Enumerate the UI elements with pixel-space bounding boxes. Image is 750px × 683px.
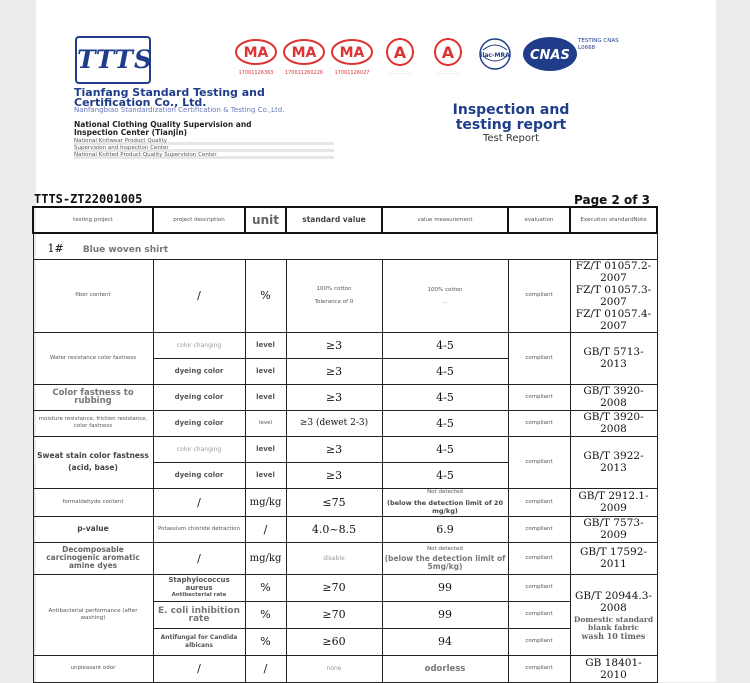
- cnas-side-text: TESTING CNAS L0668: [578, 38, 619, 51]
- odor-eval: compliant: [508, 655, 570, 682]
- ma-seal-2-mark: MA: [291, 45, 317, 61]
- fiber-std-2: Tolerance of 0: [314, 298, 354, 305]
- sample-cell: [33, 233, 657, 259]
- rubbing-eval: compliant: [508, 384, 570, 410]
- odor-exec: GB 18401-2010: [570, 655, 657, 682]
- water-val-1: 4-5: [382, 332, 508, 358]
- ilac-mra-mark: ilac-MRA: [480, 52, 510, 59]
- antibac-desc-3: Antifungal for Candida albicans: [153, 628, 245, 655]
- water-unit-2: level: [245, 358, 286, 384]
- formaldehyde-val-2: (below the detection limit of 20 mg/kg): [387, 499, 503, 515]
- sweat-item-2: (acid, base): [68, 463, 118, 472]
- antibac-exec-std: GB/T 20944.3-2008: [575, 589, 652, 614]
- amine-eval: compliant: [508, 542, 570, 574]
- ph-unit: /: [245, 516, 286, 542]
- ph-val: 6.9: [382, 516, 508, 542]
- water-exec: GB/T 5713-2013: [570, 332, 657, 384]
- ma-seal-3-icon: [332, 40, 372, 76]
- odor-item: unpleasant odor: [33, 655, 153, 682]
- moisture-unit: level: [245, 410, 286, 436]
- antibac-exec-note-1: Domestic standard blank fabric: [573, 614, 654, 632]
- ph-std: 4.0~8.5: [286, 516, 382, 542]
- antibac-std-1: ≥70: [286, 574, 382, 601]
- amine-desc: /: [153, 542, 245, 574]
- antibac-exec-note-2: wash 10 times: [581, 630, 646, 641]
- report-number: TTTS-ZT22001005: [34, 192, 143, 206]
- fiber-std: [286, 259, 382, 332]
- table-row: [33, 410, 657, 436]
- ma-seal-1-mark: MA: [243, 45, 269, 61]
- sample-number: 1#: [47, 241, 64, 255]
- header-row: [33, 207, 657, 233]
- water-item: Water resistance color fastness: [33, 332, 153, 384]
- antibac-val-1: 99: [382, 574, 508, 601]
- amine-exec: GB/T 17592-2011: [570, 542, 657, 574]
- sweat-val-2: 4-5: [382, 462, 508, 488]
- amine-val-1: Not detected: [427, 545, 463, 552]
- moisture-val: 4-5: [382, 410, 508, 436]
- antibac-desc-2: E. coli inhibition rate: [153, 601, 245, 628]
- fiber-exec-1: FZ/T 01057.2-2007: [575, 259, 652, 284]
- report-subtitle: Test Report: [482, 133, 540, 144]
- svg-text:. . . . . . .: . . . . . . .: [389, 70, 411, 76]
- center-alt-line-3: National Knitted Product Quality Supervision Center: [74, 152, 217, 158]
- formaldehyde-eval: compliant: [508, 488, 570, 516]
- table-row: [33, 516, 657, 542]
- sweat-eval: compliant: [508, 436, 570, 488]
- test-results-table: [32, 206, 658, 683]
- center-alt-line-2: Supervision and Inspection Center: [74, 145, 169, 151]
- company-name: Tianfang Standard Testing and Certification Co., Ltd.: [74, 86, 265, 109]
- water-desc-2: dyeing color: [153, 358, 245, 384]
- odor-std: none: [286, 655, 382, 682]
- moisture-std: ≥3 (dewet 2-3): [286, 410, 382, 436]
- fiber-val-1: 100% cotton: [427, 286, 463, 293]
- header-project: testing project: [33, 207, 153, 233]
- fiber-std-1: 100% cotton: [316, 285, 352, 292]
- moisture-exec: GB/T 3920-2008: [570, 410, 657, 436]
- ma-seal-2-icon: [284, 40, 324, 76]
- antibac-eval-2: compliant: [508, 601, 570, 628]
- sweat-item-1: Sweat stain color fastness: [37, 451, 149, 460]
- fiber-exec: [570, 259, 657, 332]
- ph-exec: GB/T 7573-2009: [570, 516, 657, 542]
- header-evaluation: evaluation: [508, 207, 570, 233]
- moisture-item: moisture resistance, friction resistance, color fastness: [33, 410, 153, 436]
- table-row: [33, 574, 657, 601]
- formaldehyde-exec: GB/T 2912.1-2009: [570, 488, 657, 516]
- water-unit-1: level: [245, 332, 286, 358]
- odor-unit: /: [245, 655, 286, 682]
- sweat-desc-1: color changing: [153, 436, 245, 462]
- formaldehyde-std: ≤75: [286, 488, 382, 516]
- moisture-eval: compliant: [508, 410, 570, 436]
- water-eval: compliant: [508, 332, 570, 384]
- header-execution: Execution standardNote: [570, 207, 657, 233]
- fiber-unit: %: [245, 259, 286, 332]
- rubbing-desc: dyeing color: [153, 384, 245, 410]
- cal-seal-1-icon: [387, 39, 413, 76]
- table-row: [33, 332, 657, 358]
- cal-seal-2-mark: A: [441, 43, 455, 62]
- sweat-unit-1: level: [245, 436, 286, 462]
- formaldehyde-item: formaldehyde content: [33, 488, 153, 516]
- sweat-unit-2: level: [245, 462, 286, 488]
- rubbing-exec: GB/T 3920-2008: [570, 384, 657, 410]
- moisture-desc: dyeing color: [153, 410, 245, 436]
- rubbing-std: ≥3: [286, 384, 382, 410]
- center-name: National Clothing Quality Supervision and Inspection Center (Tianjin): [74, 120, 252, 137]
- ma-seal-1-icon: [236, 40, 276, 76]
- antibac-unit-3: %: [245, 628, 286, 655]
- antibac-item: Antibacterial performance (after washing): [33, 574, 153, 655]
- ph-desc: Potassium chloride detraction: [153, 516, 245, 542]
- sweat-val-1: 4-5: [382, 436, 508, 462]
- header-unit: unit: [245, 207, 286, 233]
- ilac-mra-icon: [480, 39, 510, 69]
- antibac-desc-1b: Antibacterial rate: [171, 592, 227, 598]
- table-row: [33, 542, 657, 574]
- formaldehyde-desc: /: [153, 488, 245, 516]
- sweat-desc-2: dyeing color: [153, 462, 245, 488]
- antibac-desc-1a: Staphylococcus aureus: [168, 576, 230, 592]
- table-row: [33, 655, 657, 682]
- accreditation-seals: [234, 38, 534, 82]
- water-std-1: ≥3: [286, 332, 382, 358]
- ph-eval: compliant: [508, 516, 570, 542]
- svg-text:. . . . . . .: . . . . . . .: [437, 70, 459, 76]
- sweat-std-2: ≥3: [286, 462, 382, 488]
- amine-unit: mg/kg: [245, 542, 286, 574]
- fiber-val: [382, 259, 508, 332]
- antibac-std-2: ≥70: [286, 601, 382, 628]
- antibac-unit-2: %: [245, 601, 286, 628]
- cal-seal-1-mark: A: [393, 43, 407, 62]
- antibac-std-3: ≥60: [286, 628, 382, 655]
- rubbing-item: Color fastness to rubbing: [33, 384, 153, 410]
- table-row: [33, 384, 657, 410]
- antibac-val-2: 99: [382, 601, 508, 628]
- ma-seal-1-code: 17001126363: [238, 70, 274, 76]
- header-measured: value measurement: [382, 207, 508, 233]
- antibac-exec: [570, 574, 657, 655]
- ph-item: p-value: [33, 516, 153, 542]
- rubbing-val: 4-5: [382, 384, 508, 410]
- antibac-val-3: 94: [382, 628, 508, 655]
- sample-row: [33, 233, 657, 259]
- fiber-exec-3: FZ/T 01057.4-2007: [575, 307, 652, 332]
- amine-val-2: (below the detection limit of 5mg/kg): [384, 553, 506, 571]
- fiber-eval: compliant: [508, 259, 570, 332]
- antibac-unit-1: %: [245, 574, 286, 601]
- amine-std: disable: [286, 542, 382, 574]
- company-name-alt: Nanfangbiao Standardization Certification & Testing Co.,Ltd.: [74, 106, 285, 114]
- cal-seal-2-icon: [435, 39, 461, 76]
- ma-seal-2-code: 170011260226: [284, 70, 324, 76]
- center-name-alt: [74, 138, 334, 159]
- cnas-mark: CNAS: [530, 48, 570, 63]
- table-row: [33, 436, 657, 462]
- table-row: [33, 259, 657, 332]
- formaldehyde-val-1: Not detected: [427, 489, 463, 495]
- odor-desc: /: [153, 655, 245, 682]
- sample-name: Blue woven shirt: [82, 244, 169, 255]
- amine-val: [382, 542, 508, 574]
- header-standard-value: standard value: [286, 207, 382, 233]
- fiber-item: fiber content: [33, 259, 153, 332]
- report-title: Inspection and testing report: [452, 102, 570, 133]
- center-alt-line-1: National Knitwear Product Quality: [74, 138, 167, 144]
- ttts-logo: TTTS: [75, 36, 151, 84]
- formaldehyde-unit: mg/kg: [245, 488, 286, 516]
- fiber-val-2: ...: [442, 297, 448, 305]
- header-description: project description: [153, 207, 245, 233]
- antibac-eval-3: compliant: [508, 628, 570, 655]
- rubbing-unit: level: [245, 384, 286, 410]
- water-std-2: ≥3: [286, 358, 382, 384]
- formaldehyde-val: [382, 488, 508, 516]
- ma-seal-3-mark: MA: [339, 45, 365, 61]
- sweat-item: [33, 436, 153, 488]
- water-val-2: 4-5: [382, 358, 508, 384]
- sweat-exec: GB/T 3922-2013: [570, 436, 657, 488]
- odor-val: odorless: [382, 655, 508, 682]
- amine-item: Decomposable carcinogenic aromatic amine dyes: [33, 542, 153, 574]
- fiber-desc: /: [153, 259, 245, 332]
- antibac-eval-1: compliant: [508, 574, 570, 601]
- table-row: [33, 488, 657, 516]
- antibac-desc-1: [153, 574, 245, 601]
- sweat-std-1: ≥3: [286, 436, 382, 462]
- page-number: Page 2 of 3: [574, 193, 650, 207]
- fiber-exec-2: FZ/T 01057.3-2007: [575, 283, 652, 308]
- water-desc-1: color changing: [153, 332, 245, 358]
- ma-seal-3-code: 17001126027: [334, 70, 370, 76]
